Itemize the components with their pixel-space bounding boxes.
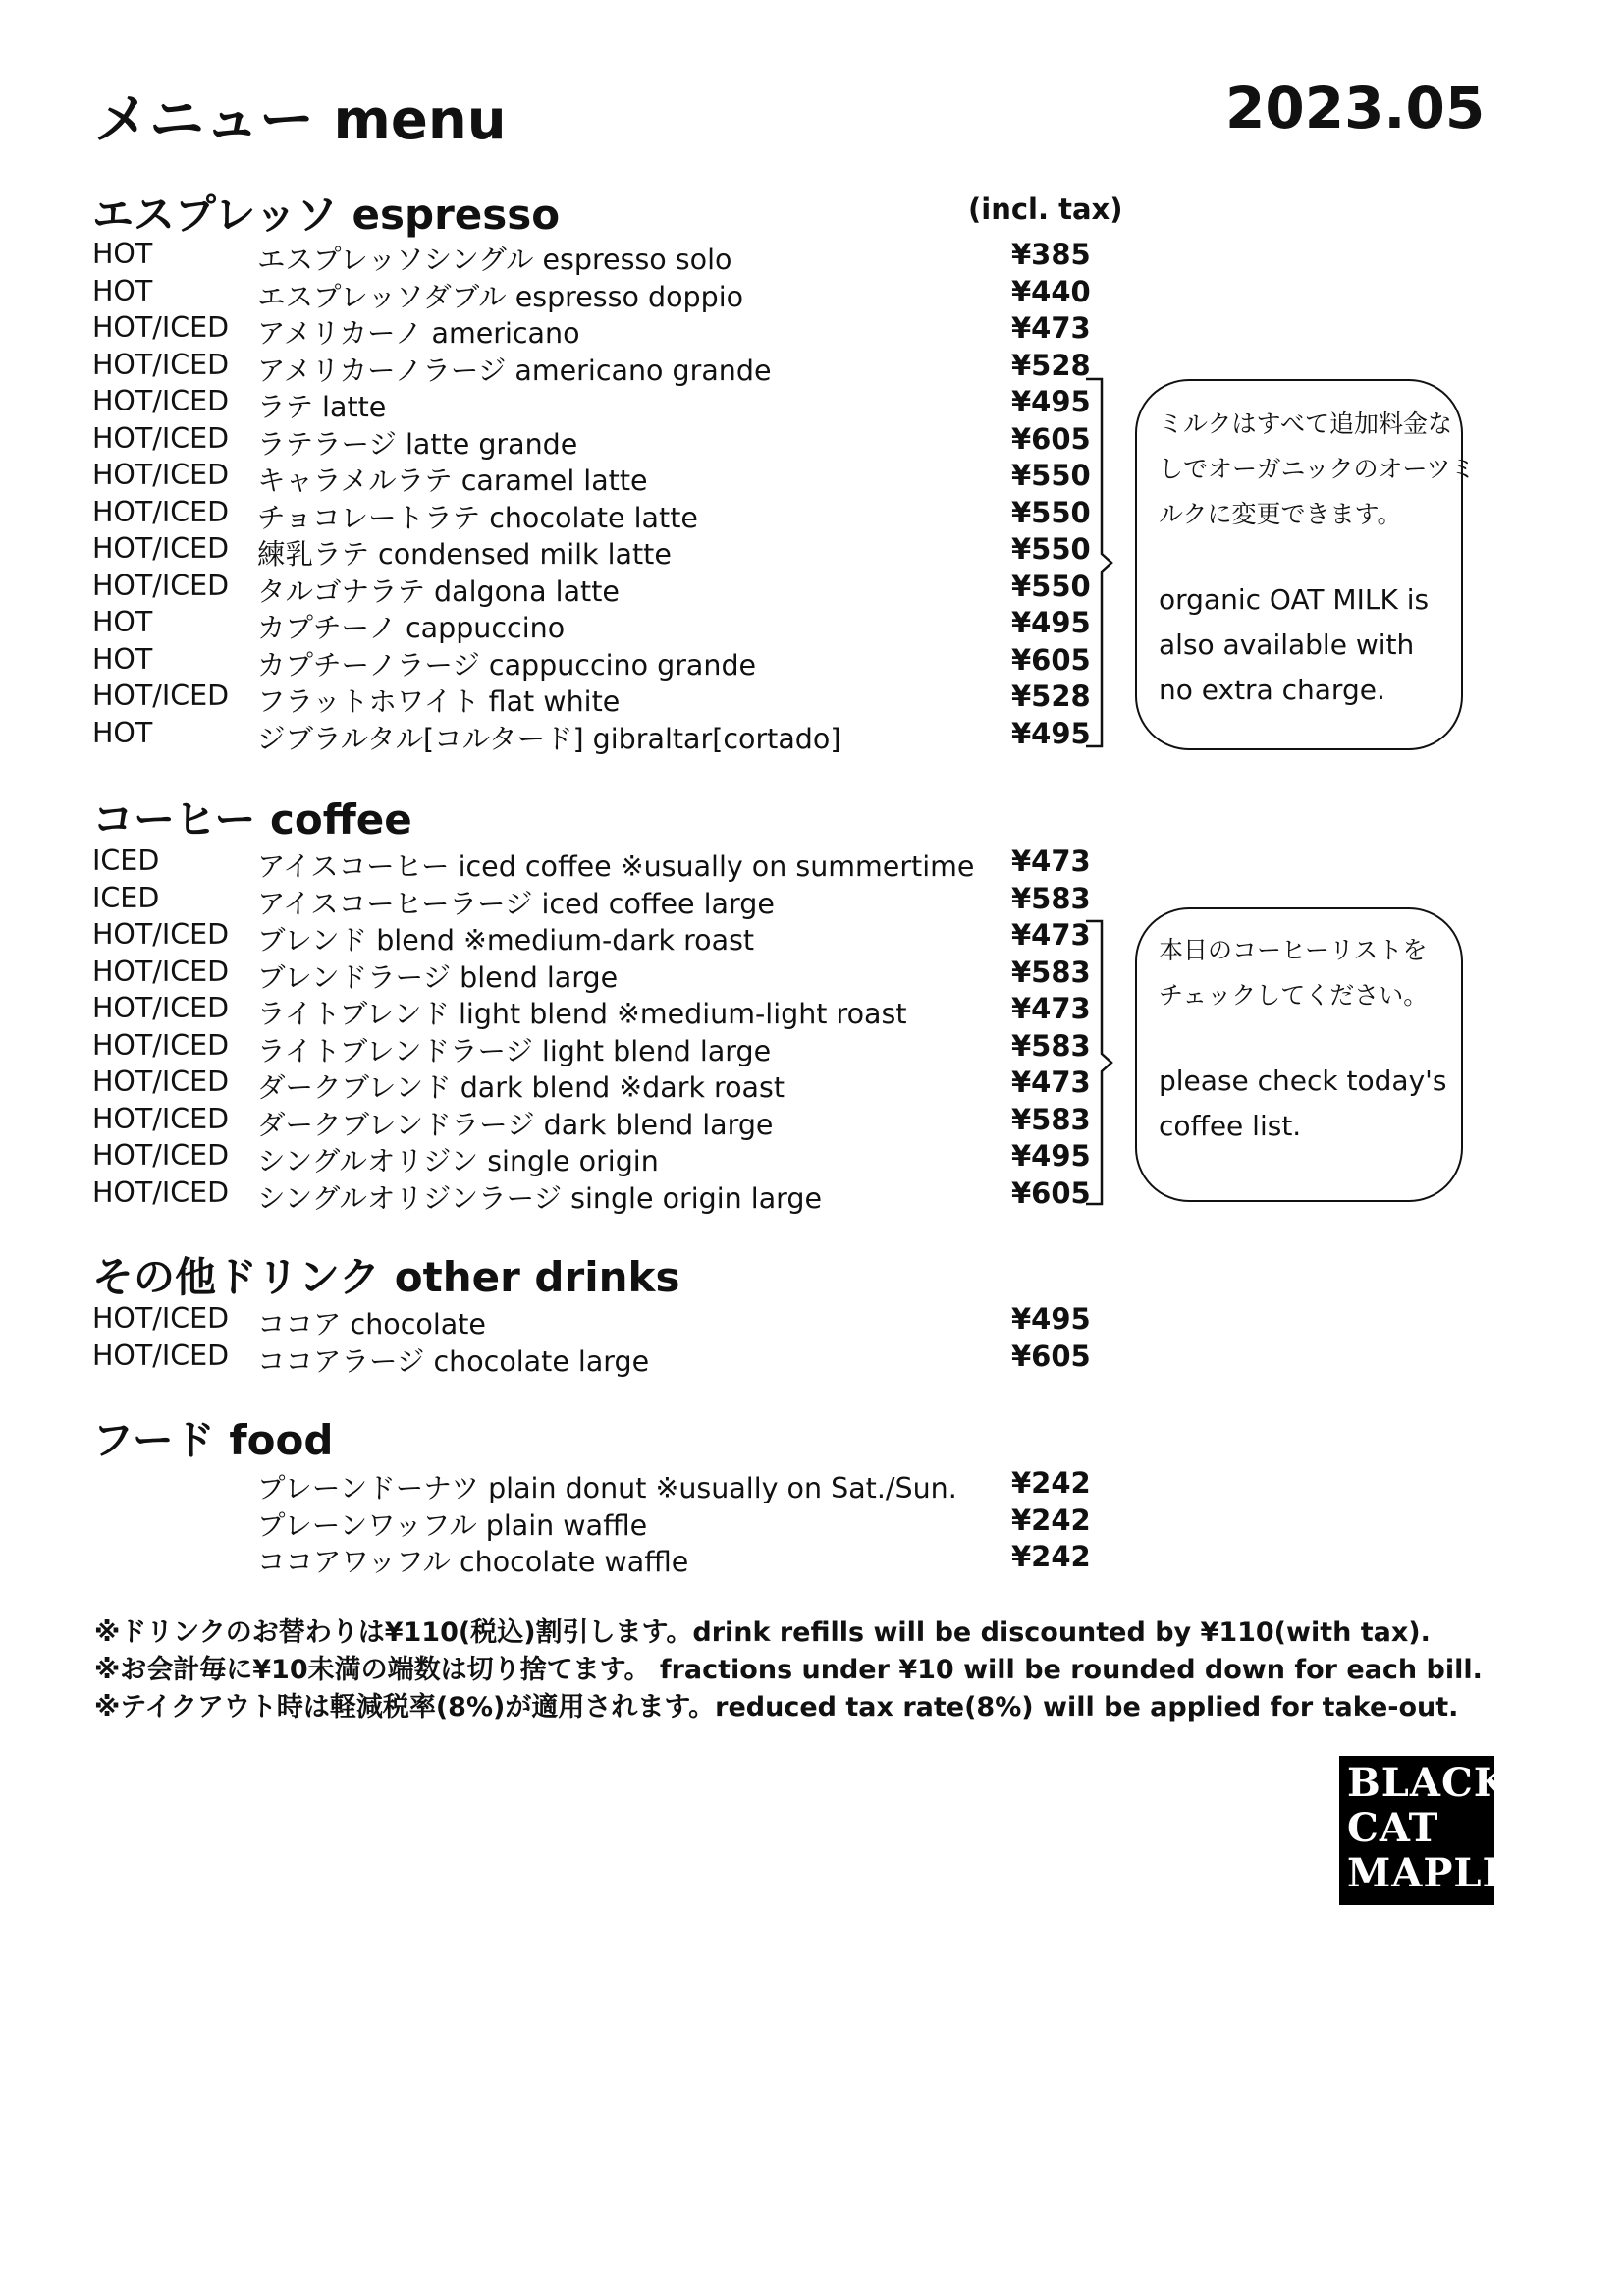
item-temperature: HOT — [92, 642, 153, 676]
logo-line: MAPLE — [1347, 1850, 1514, 1896]
item-price: ¥473 — [1011, 845, 1091, 878]
menu-item-row — [0, 275, 1624, 311]
milk-note-jp-line: ミルクはすべて追加料金な — [1159, 410, 1453, 438]
item-temperature: HOT/ICED — [92, 385, 230, 417]
item-price: ¥473 — [1011, 1066, 1091, 1099]
item-temperature: HOT/ICED — [92, 955, 230, 988]
item-temperature: ICED — [92, 881, 160, 914]
menu-item-row — [0, 1466, 1624, 1503]
milk-note-en-line: no extra charge. — [1159, 674, 1385, 706]
menu-item-row — [0, 1503, 1624, 1540]
item-temperature: HOT/ICED — [92, 459, 230, 491]
item-name: ライトブレンドラージ light blend large — [257, 1034, 772, 1067]
item-price: ¥550 — [1011, 459, 1091, 492]
footnote-refill: ※ドリンクのお替わりは¥110(税込)割引します。drink refills will be discounted by ¥110(with tax). — [94, 1617, 1431, 1648]
item-temperature: HOT — [92, 274, 153, 307]
item-temperature: HOT/ICED — [92, 992, 230, 1024]
item-price: ¥242 — [1011, 1540, 1091, 1573]
item-temperature: HOT/ICED — [92, 1102, 230, 1135]
milk-note-en-line: also available with — [1159, 629, 1415, 661]
item-temperature: HOT — [92, 238, 153, 270]
item-price: ¥495 — [1011, 716, 1091, 750]
milk-note-en-line: organic OAT MILK is — [1159, 583, 1430, 616]
item-price: ¥605 — [1011, 1339, 1091, 1373]
section-title-coffee: コーヒー coffee — [92, 795, 412, 844]
item-name: エスプレッソダブル espresso doppio — [257, 280, 744, 313]
item-temperature: HOT — [92, 716, 153, 749]
footnote-rounding: ※お会計毎に¥10未満の端数は切り捨てます。 fractions under ¥10 will be rounded down for each bill. — [94, 1655, 1483, 1685]
coffee-note-en-line: please check today's — [1159, 1065, 1447, 1097]
item-name: タルゴナラテ dalgona latte — [257, 574, 620, 608]
coffee-note-jp-line: 本日のコーヒーリストを — [1159, 936, 1428, 964]
item-price: ¥583 — [1011, 881, 1091, 915]
menu-item-row — [0, 845, 1624, 881]
section-title-other-drinks: その他ドリンク other drinks — [92, 1253, 680, 1301]
item-price: ¥528 — [1011, 680, 1091, 713]
milk-note-box — [1135, 379, 1476, 750]
item-price: ¥583 — [1011, 1102, 1091, 1136]
item-price: ¥473 — [1011, 992, 1091, 1025]
menu-item-row — [0, 1540, 1624, 1576]
item-name: ラテラージ latte grande — [257, 427, 578, 461]
item-price: ¥495 — [1011, 1302, 1091, 1336]
item-name: アイスコーヒー iced coffee ※usually on summertime — [257, 850, 975, 883]
item-temperature: HOT/ICED — [92, 532, 230, 565]
item-price: ¥605 — [1011, 421, 1091, 456]
section-title-food: フード food — [92, 1416, 334, 1464]
item-temperature: HOT/ICED — [92, 495, 230, 528]
item-price: ¥605 — [1011, 642, 1091, 677]
item-name: ジブラルタル[コルタード] gibraltar[cortado] — [257, 722, 841, 755]
item-temperature: HOT/ICED — [92, 1339, 230, 1372]
item-temperature: HOT/ICED — [92, 918, 230, 951]
item-name: ラテ latte — [257, 391, 387, 423]
section-title-espresso: エスプレッソ espresso — [92, 191, 561, 239]
item-temperature: HOT/ICED — [92, 348, 230, 381]
milk-note-jp-line: ルクに変更できます。 — [1159, 500, 1402, 528]
item-name: シングルオリジン single origin — [257, 1145, 659, 1177]
item-price: ¥550 — [1011, 495, 1091, 529]
item-temperature: HOT/ICED — [92, 1028, 230, 1062]
menu-item-row — [0, 1339, 1624, 1376]
item-name: シングルオリジンラージ single origin large — [257, 1181, 822, 1215]
item-name: ダークブレンドラージ dark blend large — [257, 1108, 774, 1141]
tax-label: (incl. tax) — [968, 192, 1123, 226]
item-name: カプチーノラージ cappuccino grande — [257, 648, 757, 682]
menu-item-row — [0, 1302, 1624, 1339]
coffee-note-bracket — [1080, 919, 1119, 1208]
item-temperature: HOT/ICED — [92, 1066, 230, 1098]
footnote-takeout-tax: ※テイクアウト時は軽減税率(8%)が適用されます。reduced tax rate(8%) will be applied for take-out. — [94, 1692, 1459, 1722]
item-price: ¥528 — [1011, 348, 1091, 382]
milk-note-bracket — [1080, 377, 1119, 750]
item-temperature: HOT/ICED — [92, 421, 230, 455]
coffee-note-box — [1135, 907, 1463, 1202]
black-cat-maple-logo — [1339, 1756, 1514, 1905]
item-price: ¥440 — [1011, 274, 1091, 308]
item-name: フラットホワイト flat white — [257, 685, 621, 718]
item-name: ブレンドラージ blend large — [257, 960, 619, 994]
item-name: キャラメルラテ caramel latte — [257, 465, 648, 497]
item-name: ココアラージ chocolate large — [257, 1344, 650, 1378]
item-name: ブレンド blend ※medium-dark roast — [257, 924, 755, 957]
menu-item-row — [0, 238, 1624, 274]
item-price: ¥242 — [1011, 1503, 1091, 1537]
item-price: ¥385 — [1011, 238, 1091, 271]
coffee-note-en-line: coffee list. — [1159, 1110, 1302, 1142]
item-temperature: HOT/ICED — [92, 680, 230, 712]
item-name: ダークブレンド dark blend ※dark roast — [257, 1071, 785, 1104]
item-name: ココア chocolate — [257, 1308, 486, 1340]
logo-line: CAT — [1347, 1805, 1439, 1851]
menu-item-row — [0, 311, 1624, 348]
item-price: ¥605 — [1011, 1175, 1091, 1210]
item-price: ¥495 — [1011, 1139, 1091, 1173]
item-temperature: HOT/ICED — [92, 311, 230, 344]
item-name: 練乳ラテ condensed milk latte — [257, 538, 672, 571]
item-price: ¥583 — [1011, 1028, 1091, 1063]
item-name: チョコレートラテ chocolate latte — [257, 501, 698, 534]
item-price: ¥495 — [1011, 606, 1091, 639]
item-temperature: HOT/ICED — [92, 1175, 230, 1209]
item-name: カプチーノ cappuccino — [257, 612, 566, 644]
item-name: ココアワッフル chocolate waffle — [257, 1546, 689, 1578]
menu-date: 2023.05 — [1225, 75, 1486, 141]
item-name: アメリカーノラージ americano grande — [257, 354, 772, 387]
item-price: ¥550 — [1011, 532, 1091, 566]
item-name: プレーンワッフル plain waffle — [257, 1508, 648, 1542]
item-temperature: HOT/ICED — [92, 1302, 230, 1335]
item-temperature: ICED — [92, 845, 160, 877]
item-name: アメリカーノ americano — [257, 317, 580, 350]
coffee-note-jp-line: チェックしてください。 — [1159, 981, 1429, 1010]
page-title: メニュー menu — [94, 88, 507, 152]
item-price: ¥242 — [1011, 1466, 1091, 1500]
item-price: ¥473 — [1011, 918, 1091, 952]
item-temperature: HOT/ICED — [92, 1139, 230, 1172]
item-name: アイスコーヒーラージ iced coffee large — [257, 887, 775, 920]
item-price: ¥473 — [1011, 311, 1091, 345]
item-temperature: HOT — [92, 606, 153, 638]
item-name: エスプレッソシングル espresso solo — [257, 244, 732, 276]
item-name: プレーンドーナツ plain donut ※usually on Sat./Sun. — [257, 1472, 957, 1504]
item-name: ライトブレンド light blend ※medium-light roast — [257, 998, 907, 1030]
item-price: ¥495 — [1011, 385, 1091, 418]
milk-note-jp-line: しでオーガニックのオーツミ — [1159, 455, 1476, 483]
item-price: ¥583 — [1011, 955, 1091, 989]
item-temperature: HOT/ICED — [92, 569, 230, 602]
logo-line: BLACK — [1347, 1760, 1509, 1806]
item-price: ¥550 — [1011, 569, 1091, 603]
